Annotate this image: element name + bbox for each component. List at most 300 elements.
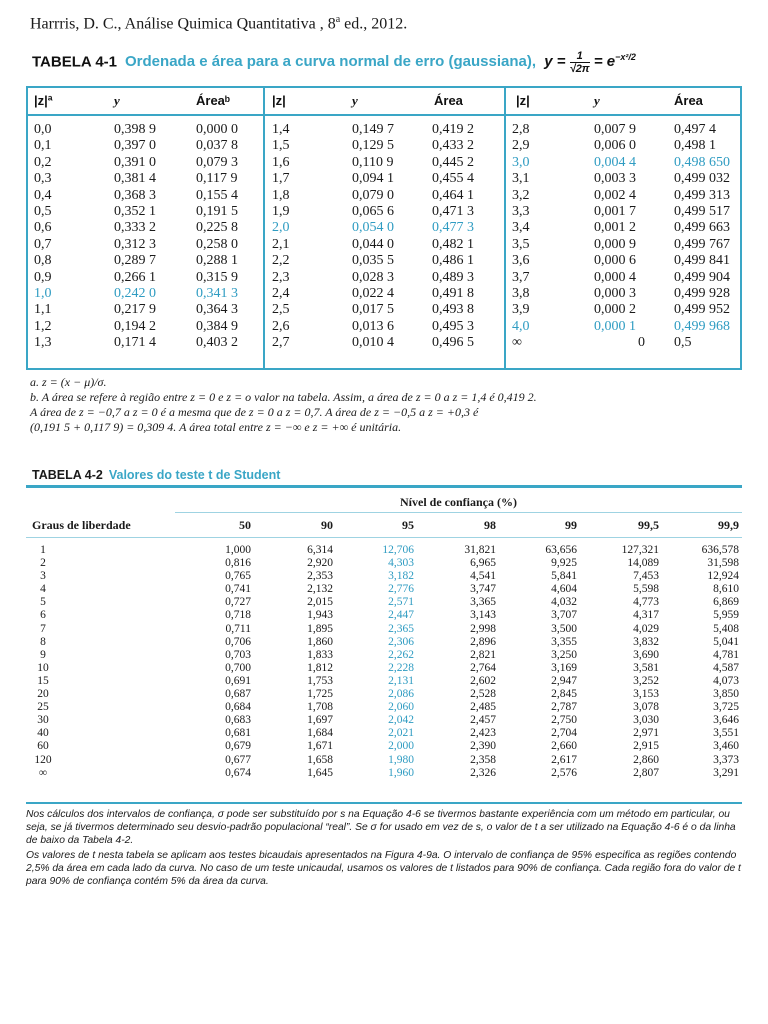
table1-cell: 0,079 0	[352, 187, 394, 203]
table1-row	[28, 122, 740, 138]
table1-cell: 0,397 0	[114, 138, 156, 154]
t-value-cell: 2,131	[388, 674, 414, 687]
t-value-cell: 2,915	[633, 740, 659, 753]
degrees-of-freedom-label: Graus de liberdade	[32, 518, 131, 532]
table1-cell: 0,499 952	[674, 302, 730, 318]
t-value-cell: 0,741	[225, 583, 251, 596]
table1-note: a. z = (x − μ)/σ.	[30, 375, 107, 389]
t-value-cell: 0,765	[225, 570, 251, 583]
table1-cell: 0,398 9	[114, 122, 156, 137]
t-value-cell: 2,998	[470, 622, 496, 635]
table1-cell: 2,0	[272, 220, 290, 236]
t-value-cell: 1,658	[307, 753, 333, 766]
table2-row	[0, 609, 768, 622]
table1-row	[28, 270, 740, 286]
table1-cell: 0,079 3	[196, 154, 238, 170]
t-value-cell: 5,598	[633, 583, 659, 596]
degrees-of-freedom-cell: 20	[37, 688, 49, 701]
table1-cell: 0,333 2	[114, 220, 156, 236]
table1-cell: 4,0	[512, 318, 530, 334]
table1-row	[28, 286, 740, 302]
t-value-cell: 0,687	[225, 688, 251, 701]
table1-cell: 0,017 5	[352, 302, 394, 318]
table1-cell: 0	[638, 335, 645, 351]
table1-cell: 0,000 0	[196, 122, 238, 137]
table1-cell: 0,495 3	[432, 318, 474, 334]
table1-row	[28, 204, 740, 220]
table2-row	[0, 701, 768, 714]
t-value-cell: 3,646	[713, 714, 739, 727]
table1-cell: 0,000 3	[594, 285, 636, 301]
table1-note: A área de z = −0,7 a z = 0 é a mesma que de z = 0 a z = 0,7. A área de z = −0,5 a z = +0,3 é	[30, 405, 479, 419]
t-value-cell: 4,317	[633, 609, 659, 622]
t-value-cell: 3,581	[633, 661, 659, 674]
t-value-cell: 2,326	[470, 766, 496, 779]
t-value-cell: 0,674	[225, 766, 251, 779]
table1-formula: y = $\frac{1}{√2\pi}$ = $e^{-x^2/2}$	[544, 50, 636, 75]
table1-cell: 0,217 9	[114, 302, 156, 318]
t-value-cell: 1,960	[388, 766, 414, 779]
table1-cell: 0,491 8	[432, 285, 474, 301]
table1-cell: 3,9	[512, 302, 530, 318]
table1-label: TABELA 4-1	[32, 53, 118, 71]
table1-cell: 0,499 663	[674, 220, 730, 236]
table2-row	[0, 623, 768, 636]
t-value-cell: 1,000	[225, 544, 251, 556]
table2-body	[0, 544, 768, 780]
table2-top-rule	[26, 485, 742, 488]
table2-caption: Valores do teste t de Student	[108, 468, 281, 482]
table1-cell: 0,1	[34, 138, 52, 154]
t-value-cell: 1,833	[307, 648, 333, 661]
t-value-cell: 2,353	[307, 570, 333, 583]
table1-cell: 0,194 2	[114, 318, 156, 334]
t-value-cell: 3,250	[551, 648, 577, 661]
t-value-cell: 4,781	[713, 648, 739, 661]
degrees-of-freedom-cell: 10	[37, 661, 49, 674]
table1-row	[28, 155, 740, 171]
table1-cell: 3,0	[512, 154, 530, 170]
table2-rule	[26, 537, 742, 538]
table1-cell: 0,499 767	[674, 236, 730, 252]
table1-cell: 0,054 0	[352, 220, 394, 236]
t-value-cell: 3,143	[470, 609, 496, 622]
table2-row	[0, 649, 768, 662]
t-value-cell: 3,182	[388, 570, 414, 583]
table1-cell: 0,044 0	[352, 236, 394, 252]
table1-header-cell: Áreaᵇ	[196, 93, 230, 108]
t-value-cell: 1,980	[388, 753, 414, 766]
table2-row	[0, 727, 768, 740]
citation: Harrris, D. C., Análise Quimica Quantitativa , 8$^a$ ed., 2012.	[30, 14, 408, 33]
table1-cell: 0,493 8	[432, 302, 474, 318]
table1-header-cell: y	[114, 93, 120, 108]
t-value-cell: 3,500	[551, 622, 577, 635]
table1-cell: 1,1	[34, 302, 52, 318]
t-value-cell: 3,850	[713, 688, 739, 701]
t-value-cell: 2,228	[388, 661, 414, 674]
confidence-level-header: 95	[402, 518, 414, 532]
table1-cell: 0,003 3	[594, 171, 636, 187]
t-value-cell: 1,943	[307, 609, 333, 622]
t-value-cell: 6,314	[307, 544, 333, 556]
table1-cell: 0,381 4	[114, 171, 156, 187]
table1-cell: 0,149 7	[352, 122, 394, 137]
table1-cell: 0,000 2	[594, 302, 636, 318]
table1-cell: 0,486 1	[432, 253, 474, 269]
t-value-cell: 4,604	[551, 583, 577, 596]
t-value-cell: 2,896	[470, 635, 496, 648]
t-value-cell: 2,617	[551, 753, 577, 766]
table1-header-cell: y	[594, 93, 600, 108]
t-value-cell: 636,578	[701, 544, 739, 556]
table1	[26, 86, 742, 370]
table1-header-cell: Área	[434, 93, 463, 108]
confidence-level-header: 98	[484, 518, 496, 532]
t-value-cell: 0,700	[225, 661, 251, 674]
confidence-level-header: 50	[239, 518, 251, 532]
t-value-cell: 3,030	[633, 714, 659, 727]
table1-header-cell: |z|ª	[34, 93, 53, 108]
degrees-of-freedom-cell: 4	[40, 583, 46, 596]
table2-note: Nos cálculos dos intervalos de confiança, σ pode ser substituído por s na Equação 4-6 se tivermos bastante experiência com um método em particular, ou seja, se já tivermos determinado seu desvio-padrão populacional “real”. Se σ for usado em vez de s, o valor de t a ser utilizado na Equação 4-6 é o da linha de baixo da Tabela 4-2.	[26, 809, 736, 846]
t-value-cell: 3,725	[713, 701, 739, 714]
t-value-cell: 2,660	[551, 740, 577, 753]
degrees-of-freedom-cell: 1	[40, 544, 46, 556]
t-value-cell: 1,645	[307, 766, 333, 779]
table1-cell: 0,433 2	[432, 138, 474, 154]
t-value-cell: 2,776	[388, 583, 414, 596]
t-value-cell: 2,920	[307, 557, 333, 570]
t-value-cell: 1,708	[307, 701, 333, 714]
table1-cell: 0,065 6	[352, 203, 394, 219]
t-value-cell: 2,764	[470, 661, 496, 674]
table1-cell: 0,258 0	[196, 236, 238, 252]
table1-cell: 0,004 4	[594, 154, 636, 170]
table1-row	[28, 171, 740, 187]
table1-cell: 0,002 4	[594, 187, 636, 203]
t-value-cell: 2,060	[388, 701, 414, 714]
confidence-level-header: 99,5	[638, 518, 659, 532]
t-value-cell: 2,000	[388, 740, 414, 753]
table1-notes	[30, 375, 730, 435]
table1-cell: 2,8	[512, 122, 530, 137]
t-value-cell: 3,460	[713, 740, 739, 753]
degrees-of-freedom-cell: 60	[37, 740, 49, 753]
table1-cell: 0,419 2	[432, 122, 474, 137]
t-value-cell: 4,029	[633, 622, 659, 635]
table1-cell: 0,477 3	[432, 220, 474, 236]
table1-note: (0,191 5 + 0,117 9) = 0,309 4. A área total entre z = −∞ e z = +∞ é unitária.	[30, 420, 402, 434]
t-value-cell: 0,703	[225, 648, 251, 661]
table1-cell: 1,4	[272, 122, 290, 137]
t-value-cell: 1,671	[307, 740, 333, 753]
t-value-cell: 2,306	[388, 635, 414, 648]
table1-cell: 3,7	[512, 269, 530, 285]
t-value-cell: 1,684	[307, 727, 333, 740]
t-value-cell: 5,408	[713, 622, 739, 635]
table2-row	[0, 767, 768, 780]
t-value-cell: 0,711	[225, 622, 251, 635]
confidence-level-header: 99	[565, 518, 577, 532]
t-value-cell: 3,707	[551, 609, 577, 622]
t-value-cell: 6,869	[713, 596, 739, 609]
t-value-cell: 2,947	[551, 674, 577, 687]
table1-cell: 2,3	[272, 269, 290, 285]
t-value-cell: 2,262	[388, 648, 414, 661]
t-value-cell: 2,807	[633, 766, 659, 779]
degrees-of-freedom-cell: ∞	[38, 766, 48, 779]
table1-cell: 0,497 4	[674, 122, 716, 137]
t-value-cell: 2,390	[470, 740, 496, 753]
t-value-cell: 4,073	[713, 674, 739, 687]
table1-cell: 0,022 4	[352, 285, 394, 301]
table1-row	[28, 138, 740, 154]
table1-cell: 0,3	[34, 171, 52, 187]
t-value-cell: 4,032	[551, 596, 577, 609]
table2-row	[0, 636, 768, 649]
t-value-cell: 3,690	[633, 648, 659, 661]
table1-cell: 0,155 4	[196, 187, 238, 203]
t-value-cell: 0,718	[225, 609, 251, 622]
table2-row	[0, 754, 768, 767]
table1-cell: 2,1	[272, 236, 290, 252]
table1-cell: 2,5	[272, 302, 290, 318]
table1-cell: 0,455 4	[432, 171, 474, 187]
degrees-of-freedom-cell: 15	[37, 674, 49, 687]
table1-cell: 0,341 3	[196, 285, 238, 301]
table1-cell: 3,2	[512, 187, 530, 203]
t-value-cell: 31,821	[464, 544, 496, 556]
table1-cell: ∞	[512, 335, 522, 351]
t-value-cell: 3,291	[713, 766, 739, 779]
t-value-cell: 2,971	[633, 727, 659, 740]
table1-cell: 2,9	[512, 138, 530, 154]
table1-cell: 0,094 1	[352, 171, 394, 187]
t-value-cell: 2,358	[470, 753, 496, 766]
table1-cell: 1,9	[272, 203, 290, 219]
table1-cell: 0,499 841	[674, 253, 730, 269]
t-value-cell: 2,845	[551, 688, 577, 701]
t-value-cell: 1,697	[307, 714, 333, 727]
table1-cell: 1,5	[272, 138, 290, 154]
t-value-cell: 3,373	[713, 753, 739, 766]
t-value-cell: 3,551	[713, 727, 739, 740]
t-value-cell: 0,706	[225, 635, 251, 648]
t-value-cell: 2,750	[551, 714, 577, 727]
table1-cell: 0,499 032	[674, 171, 730, 187]
t-value-cell: 14,089	[627, 557, 659, 570]
table1-cell: 0,289 7	[114, 253, 156, 269]
t-value-cell: 5,041	[713, 635, 739, 648]
table1-cell: 0,035 5	[352, 253, 394, 269]
table1-cell: 1,0	[34, 285, 52, 301]
table1-cell: 0,6	[34, 220, 52, 236]
table1-row	[28, 335, 740, 351]
degrees-of-freedom-cell: 7	[40, 622, 46, 635]
table1-header	[28, 88, 740, 116]
table1-cell: 3,3	[512, 203, 530, 219]
table1-cell: 0,191 5	[196, 203, 238, 219]
table1-cell: 0,364 3	[196, 302, 238, 318]
table1-cell: 0,129 5	[352, 138, 394, 154]
table1-cell: 3,1	[512, 171, 530, 187]
table1-header-cell: Área	[674, 93, 703, 108]
table1-cell: 0,4	[34, 187, 52, 203]
confidence-level-label: Nível de confiança (%)	[400, 495, 517, 509]
table1-note: b. A área se refere à região entre z = 0 e z = o valor na tabela. Assim, a área de z = 0 a z = 1,4 é 0,419 2.	[30, 390, 537, 404]
degrees-of-freedom-cell: 3	[40, 570, 46, 583]
table1-cell: 2,4	[272, 285, 290, 301]
table1-cell: 0,391 0	[114, 154, 156, 170]
t-value-cell: 3,169	[551, 661, 577, 674]
degrees-of-freedom-cell: 25	[37, 701, 49, 714]
table2-row	[0, 662, 768, 675]
t-value-cell: 2,021	[388, 727, 414, 740]
t-value-cell: 2,602	[470, 674, 496, 687]
table1-cell: 0,352 1	[114, 203, 156, 219]
table1-cell: 0,000 9	[594, 236, 636, 252]
t-value-cell: 2,860	[633, 753, 659, 766]
table1-cell: 0,496 5	[432, 335, 474, 351]
t-value-cell: 0,681	[225, 727, 251, 740]
table2-row	[0, 688, 768, 701]
table1-cell: 0,9	[34, 269, 52, 285]
t-value-cell: 4,541	[470, 570, 496, 583]
table2-row	[0, 740, 768, 753]
t-value-cell: 0,684	[225, 701, 251, 714]
t-value-cell: 3,832	[633, 635, 659, 648]
table1-cell: 0,225 8	[196, 220, 238, 236]
table1-cell: 0,028 3	[352, 269, 394, 285]
table1-cell: 0,001 2	[594, 220, 636, 236]
table1-cell: 0,110 9	[352, 154, 394, 170]
t-value-cell: 2,485	[470, 701, 496, 714]
table1-cell: 1,3	[34, 335, 52, 351]
table1-cell: 0,312 3	[114, 236, 156, 252]
table1-cell: 0,499 928	[674, 285, 730, 301]
table1-cell: 0,037 8	[196, 138, 238, 154]
degrees-of-freedom-cell: 40	[37, 727, 49, 740]
table1-cell: 0,403 2	[196, 335, 238, 351]
table2-row	[0, 544, 768, 557]
confidence-level-header: 90	[321, 518, 333, 532]
table1-cell: 0,464 1	[432, 187, 474, 203]
table1-title	[32, 50, 636, 75]
table1-cell: 0,499 517	[674, 203, 730, 219]
table1-cell: 0,000 4	[594, 269, 636, 285]
table1-cell: 0,013 6	[352, 318, 394, 334]
t-value-cell: 2,042	[388, 714, 414, 727]
table1-cell: 0,000 6	[594, 253, 636, 269]
t-value-cell: 3,153	[633, 688, 659, 701]
t-value-cell: 2,576	[551, 766, 577, 779]
table1-cell: 0,5	[34, 203, 52, 219]
table1-cell: 0,266 1	[114, 269, 156, 285]
t-value-cell: 0,683	[225, 714, 251, 727]
t-value-cell: 2,423	[470, 727, 496, 740]
table1-header-cell: y	[352, 93, 358, 108]
table2-rule	[175, 512, 742, 513]
table1-cell: 0,2	[34, 154, 52, 170]
table2-row	[0, 570, 768, 583]
degrees-of-freedom-cell: 2	[40, 557, 46, 570]
t-value-cell: 1,725	[307, 688, 333, 701]
table1-caption: Ordenada e área para a curva normal de erro (gaussiana),	[125, 53, 537, 71]
table1-cell: 0,010 4	[352, 335, 394, 351]
table2-notes	[26, 808, 742, 890]
table1-cell: 0,498 650	[674, 154, 730, 170]
table2-row	[0, 714, 768, 727]
t-value-cell: 0,679	[225, 740, 251, 753]
table1-row	[28, 253, 740, 269]
table1-cell: 0,482 1	[432, 236, 474, 252]
table1-cell: 0,171 4	[114, 335, 156, 351]
table1-cell: 2,2	[272, 253, 290, 269]
table2-row	[0, 596, 768, 609]
t-value-cell: 0,677	[225, 753, 251, 766]
table1-cell: 1,7	[272, 171, 290, 187]
table1-cell: 0,8	[34, 253, 52, 269]
table1-cell: 0,499 968	[674, 318, 730, 334]
t-value-cell: 2,015	[307, 596, 333, 609]
table1-cell: 0,117 9	[196, 171, 238, 187]
t-value-cell: 2,457	[470, 714, 496, 727]
table1-cell: 0,5	[674, 335, 692, 351]
table1-row	[28, 302, 740, 318]
t-value-cell: 4,773	[633, 596, 659, 609]
table1-body	[28, 122, 740, 351]
table1-cell: 0,242 0	[114, 285, 156, 301]
t-value-cell: 4,303	[388, 557, 414, 570]
table1-cell: 0,007 9	[594, 122, 636, 137]
t-value-cell: 2,787	[551, 701, 577, 714]
table1-cell: 0,006 0	[594, 138, 636, 154]
t-value-cell: 6,965	[470, 557, 496, 570]
t-value-cell: 2,132	[307, 583, 333, 596]
t-value-cell: 3,365	[470, 596, 496, 609]
table2-row	[0, 557, 768, 570]
t-value-cell: 12,924	[707, 570, 739, 583]
degrees-of-freedom-cell: 120	[34, 753, 52, 766]
table1-cell: 0,0	[34, 122, 52, 137]
degrees-of-freedom-cell: 30	[37, 714, 49, 727]
table1-cell: 0,471 3	[432, 203, 474, 219]
degrees-of-freedom-cell: 6	[40, 609, 46, 622]
t-value-cell: 3,078	[633, 701, 659, 714]
table1-cell: 0,315 9	[196, 269, 238, 285]
table1-cell: 3,5	[512, 236, 530, 252]
t-value-cell: 3,747	[470, 583, 496, 596]
table1-cell: 0,499 313	[674, 187, 730, 203]
t-value-cell: 63,656	[545, 544, 577, 556]
t-value-cell: 127,321	[621, 544, 659, 556]
table1-row	[28, 188, 740, 204]
table1-row	[28, 237, 740, 253]
t-value-cell: 2,821	[470, 648, 496, 661]
table1-cell: 0,7	[34, 236, 52, 252]
t-value-cell: 2,571	[388, 596, 414, 609]
t-value-cell: 2,528	[470, 688, 496, 701]
table1-cell: 0,489 3	[432, 269, 474, 285]
table1-cell: 0,368 3	[114, 187, 156, 203]
t-value-cell: 31,598	[707, 557, 739, 570]
table1-cell: 2,6	[272, 318, 290, 334]
table1-cell: 3,8	[512, 285, 530, 301]
table1-cell: 0,445 2	[432, 154, 474, 170]
table1-row	[28, 220, 740, 236]
table1-cell: 0,000 1	[594, 318, 636, 334]
